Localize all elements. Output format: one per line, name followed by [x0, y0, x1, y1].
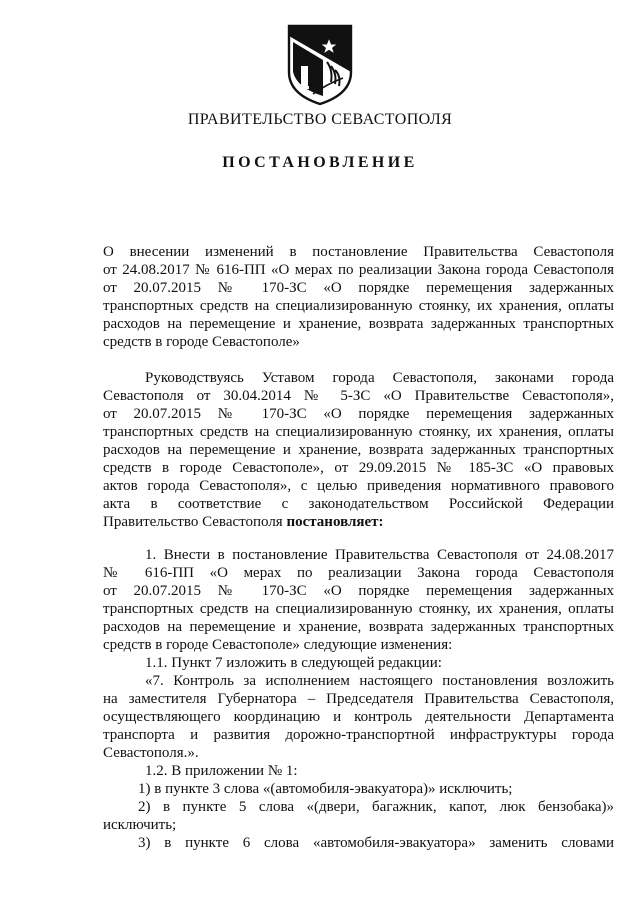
preamble-line: средств в городе Севастополе», от 29.09.2015 № 185-ЗС «О правовых: [103, 460, 614, 476]
subitem-3-line: 3) в пункте 6 слова «автомобиля-эвакуатора» заменить словами: [138, 835, 614, 851]
preamble-final-line: [103, 513, 614, 531]
subject-line: расходов на перемещение и хранение, возврата задержанных транспортных: [103, 316, 614, 332]
preamble-line: от 20.07.2015 № 170-ЗС «О порядке перемещения задержанных: [103, 406, 614, 422]
item-1-1-line: 1.1. Пункт 7 изложить в следующей редакции:: [145, 655, 442, 671]
item-1-line: от 20.07.2015 № 170-ЗС «О порядке перемещения задержанных: [103, 583, 614, 599]
sevastopol-coat-of-arms-icon: [283, 22, 357, 106]
document-type-title: ПОСТАНОВЛЕНИЕ: [222, 154, 418, 171]
preamble-line: акта в соответствие с законодательством Российской Федерации: [103, 496, 614, 512]
subject-line: от 20.07.2015 № 170-ЗС «О порядке перемещения задержанных: [103, 280, 614, 296]
subject-line: средств в городе Севастополе»: [103, 334, 300, 350]
subitem-2-line: 2) в пункте 5 слова «(двери, багажник, капот, люк бензобака)»: [138, 799, 614, 815]
item-7-line: транспорта и развития дорожно-транспортной инфраструктуры города: [103, 727, 614, 743]
preamble-line: Севастополя от 30.04.2014 № 5-ЗС «О Правительстве Севастополя»,: [103, 388, 614, 404]
preamble-paragraph: [103, 369, 614, 531]
subject-line: от 24.08.2017 № 616-ПП «О мерах по реализации Закона города Севастополя: [103, 262, 614, 278]
item-1-line: средств в городе Севастополе» следующие изменения:: [103, 637, 453, 653]
preamble-line: актов города Севастополя», с целью приведения нормативного правового: [103, 478, 614, 494]
subject-paragraph: [103, 243, 614, 351]
preamble-final-text: Правительство Севастополя: [103, 514, 287, 530]
subitem-2-line: исключить;: [103, 817, 177, 833]
preamble-line: транспортных средств на специализированную стоянку, их хранения, оплаты: [103, 424, 614, 440]
item-1-2-line: 1.2. В приложении № 1:: [145, 763, 298, 779]
item-7-line: «7. Контроль за исполнением настоящего постановления возложить: [145, 673, 614, 689]
preamble-line: Руководствуясь Уставом города Севастополя, законами города: [145, 370, 614, 386]
item-1-line: расходов на перемещение и хранение, возврата задержанных транспортных: [103, 619, 614, 635]
government-title: ПРАВИТЕЛЬСТВО СЕВАСТОПОЛЯ: [187, 111, 453, 128]
preamble-line: расходов на перемещение и хранение, возврата задержанных транспортных: [103, 442, 614, 458]
item-1-line: транспортных средств на специализированную стоянку, их хранения, оплаты: [103, 601, 614, 617]
item-1-line: № 616-ПП «О мерах по реализации Закона города Севастополя: [103, 565, 614, 581]
subject-line: транспортных средств на специализированную стоянку, их хранения, оплаты: [103, 298, 614, 314]
item-7-line: на заместителя Губернатора – Председателя Правительства Севастополя,: [103, 691, 614, 707]
item-1-paragraph: [103, 546, 614, 852]
subitem-1-line: 1) в пункте 3 слова «(автомобиля-эвакуатора)» исключить;: [138, 781, 513, 797]
resolves-keyword: постановляет:: [286, 514, 384, 530]
item-1-line: 1. Внести в постановление Правительства Севастополя от 24.08.2017: [145, 547, 614, 563]
subject-line: О внесении изменений в постановление Правительства Севастополя: [103, 244, 614, 260]
item-7-line: Севастополя.».: [103, 745, 199, 761]
item-7-line: осуществляющего координацию и контроль деятельности Департамента: [103, 709, 614, 725]
